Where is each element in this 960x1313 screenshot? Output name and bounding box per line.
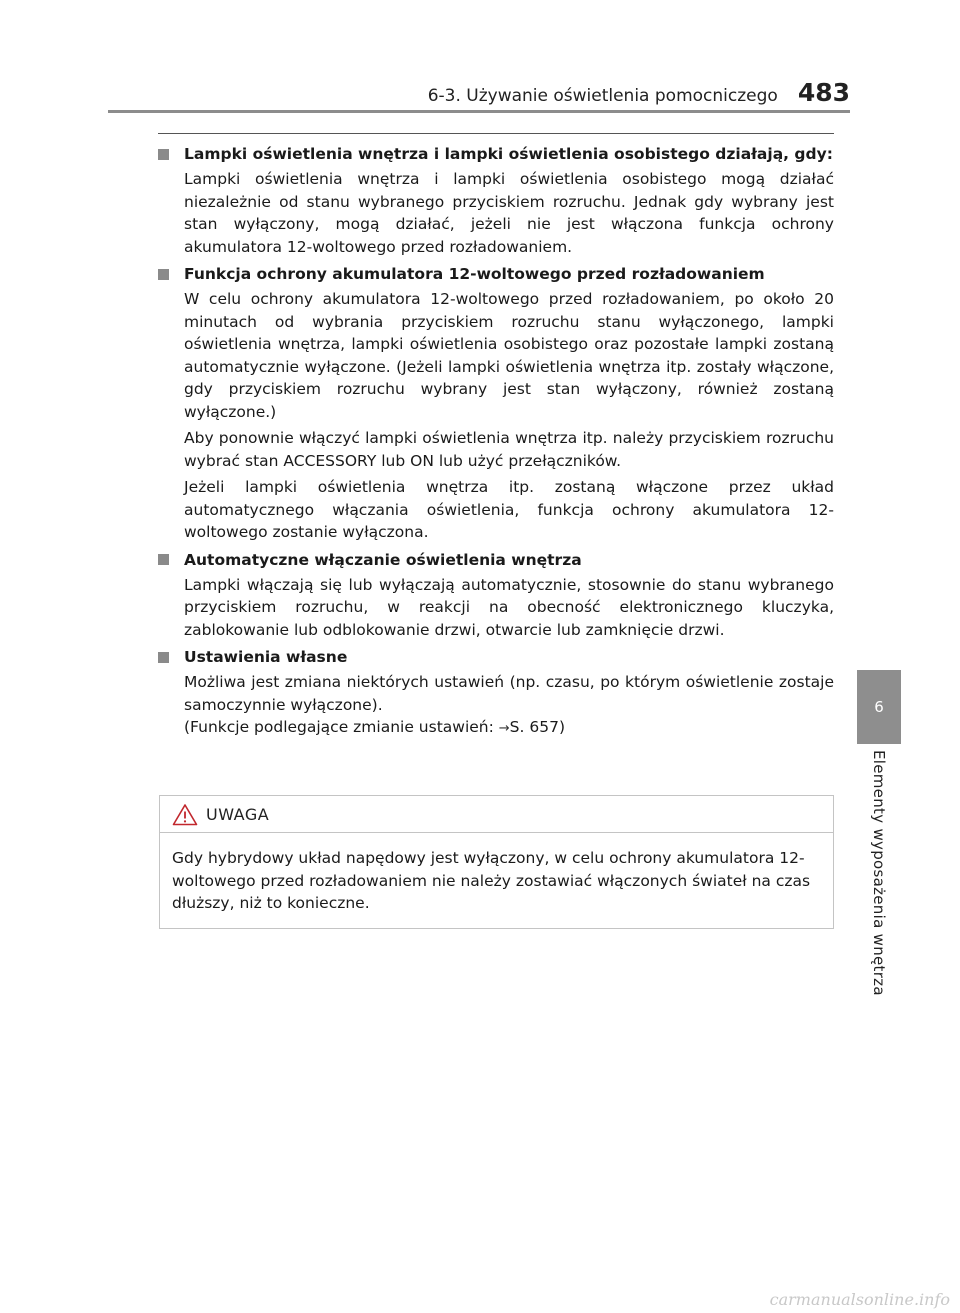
- paragraph: Lampki oświetlenia wnętrza i lampki oświetlenia osobistego mogą działać niezależnie od stanu wybranego przyciskiem rozruchu. Jednak gdy wybrany jest stan wyłączony, mogą działać, jeżeli nie jest włączona funkcja ochrony akumulatora 12-woltowego przed rozładowaniem.: [184, 170, 834, 256]
- paragraph: Aby ponownie włączyć lampki oświetlenia wnętrza itp. należy przyciskiem rozruchu wybrać stan ACCESSORY lub ON lub użyć przełączników.: [184, 429, 834, 470]
- section-heading: [158, 262, 834, 286]
- warning-triangle-icon: [172, 803, 198, 826]
- section-heading: [158, 548, 834, 572]
- section-heading-text: Ustawienia własne: [184, 648, 348, 666]
- warning-text: Gdy hybrydowy układ napędowy jest wyłączony, w celu ochrony akumulatora 12-woltowego przed rozładowaniem nie należy zostawiać włączonych świateł na czas dłuższy, niż to konieczne.: [172, 849, 811, 912]
- section-heading-text: Automatyczne włączanie oświetlenia wnętrza: [184, 550, 582, 569]
- section-lights-operate: [158, 142, 834, 258]
- section-heading-text: Lampki oświetlenia wnętrza i lampki oświetlenia osobistego działają, gdy:: [184, 145, 833, 163]
- page-header: [390, 78, 850, 107]
- main-content: [158, 142, 834, 745]
- section-heading-text: Funkcja ochrony akumulatora 12-woltowego przed rozładowaniem: [184, 265, 765, 283]
- section-battery-saver: [158, 262, 834, 544]
- square-bullet-icon: [158, 554, 169, 565]
- paragraph: Jeżeli lampki oświetlenia wnętrza itp. zostaną włączone przez układ automatycznego włączania oświetlenia, funkcja ochrony akumulatora 12-woltowego zostanie wyłączona.: [184, 478, 834, 541]
- paragraph: Lampki włączają się lub wyłączają automatycznie, stosownie do stanu wybranego przyciskiem rozruchu, w reakcji na obecność elektronicznego kluczyka, zablokowanie lub odblokowanie drzwi, otwarcie lub zamknięcie drzwi.: [184, 575, 834, 639]
- chapter-number: 6: [874, 698, 884, 716]
- reference-link[interactable]: S. 657): [509, 718, 565, 736]
- section-heading: [158, 142, 834, 166]
- section-auto-lighting: [158, 548, 834, 642]
- warning-box: [159, 795, 834, 929]
- header-rule: [108, 110, 850, 113]
- watermark: carmanualsonline.info: [769, 1290, 950, 1309]
- section-customization: [158, 645, 834, 741]
- warning-header: [160, 796, 833, 833]
- paragraph: W celu ochrony akumulatora 12-woltowego przed rozładowaniem, po około 20 minutach od wybrania przyciskiem rozruchu stanu wyłączonego, lampki oświetlenia wnętrza, lampki oświetlenia osobistego oraz pozostałe lampki zostaną automatycznie wyłączone. (Jeżeli lampki oświetlenia wnętrza itp. zostały włączone, gdy przyciskiem rozruchu wybrany jest stan wyłączony, również zostaną wyłączone.): [184, 290, 834, 421]
- content-rule: [158, 133, 834, 134]
- square-bullet-icon: [158, 652, 169, 663]
- chapter-tab[interactable]: [857, 670, 901, 744]
- chapter-label: [857, 750, 901, 1020]
- section-title: 6-3. Używanie oświetlenia pomocniczego: [427, 86, 778, 106]
- square-bullet-icon: [158, 149, 169, 160]
- section-heading: [158, 645, 834, 669]
- square-bullet-icon: [158, 269, 169, 280]
- page-number: 483: [797, 78, 850, 107]
- arrow-right-icon: →: [498, 721, 510, 736]
- reference-prefix: (Funkcje podlegające zmianie ustawień:: [184, 718, 499, 736]
- reference-line: [184, 716, 834, 741]
- chapter-label-text: Elementy wyposażenia wnętrza: [870, 750, 888, 996]
- paragraph: Możliwa jest zmiana niektórych ustawień (np. czasu, po którym oświetlenie zostaje samoczynnie wyłączone).: [184, 673, 834, 714]
- warning-title: UWAGA: [206, 804, 270, 824]
